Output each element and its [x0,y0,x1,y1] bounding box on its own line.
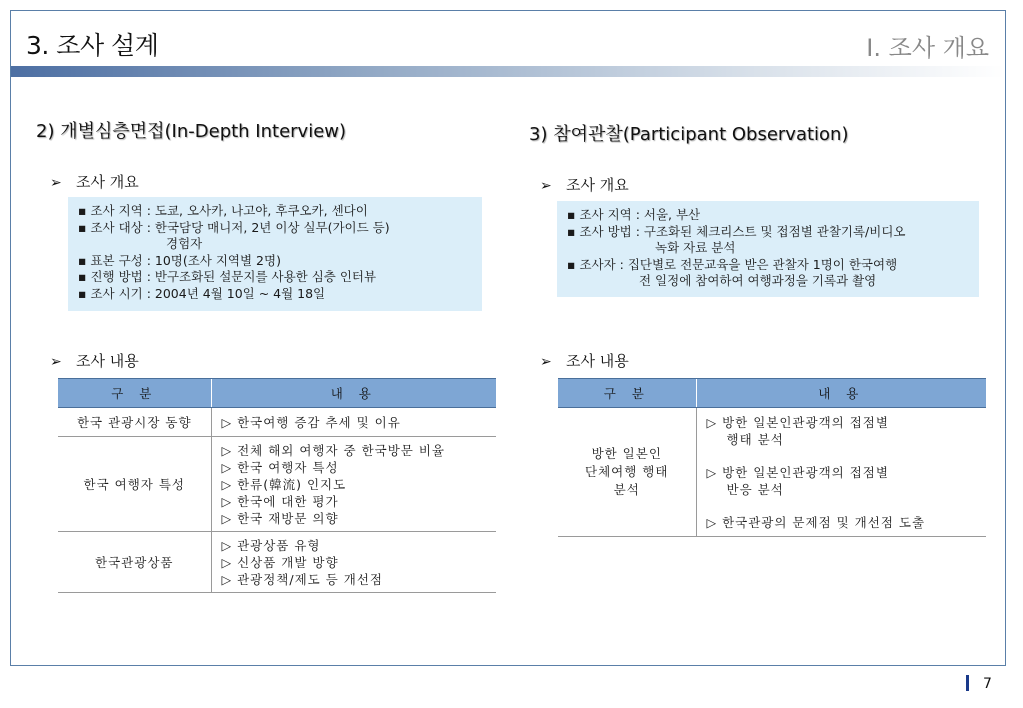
table-cell-item: ▷ 한국여행 증감 추세 및 이유 [221,414,401,430]
left-content-table [58,378,496,593]
table-cell-item: ▷ 방한 일본인관광객의 접점별 [706,414,889,430]
header-gradient-bar [11,66,1005,77]
arrow-bullet-icon: ➢ [50,175,62,191]
left-content-label: 조사 내용 [76,352,139,370]
right-overview-item-cont: 전 일정에 참여하여 여행과정을 기록과 촬영 [639,273,877,288]
right-overview-box [557,201,979,297]
table-cell-item: ▷ 전체 해외 여행자 중 한국방문 비율 [221,442,446,458]
table-cell-item-cont: 반응 분석 [726,481,784,497]
left-overview-item: ▪ 표본 구성 : 10명(조사 지역별 2명) [78,252,281,268]
category-line: 분석 [613,482,640,497]
right-content-subheading [540,350,629,371]
right-overview-item: ▪ 조사자 : 집단별로 전문교육을 받은 관찰자 1명이 한국여행 [567,256,898,272]
right-overview-item: ▪ 조사 방법 : 구조화된 체크리스트 및 접점별 관찰기록/비디오 [567,223,906,239]
chapter-label: Ⅰ. 조사 개요 [866,34,989,62]
right-overview-item: ▪ 조사 지역 : 서울, 부산 [567,207,701,222]
table-cell-category: 한국관광상품 [58,532,211,593]
table-cell-content [211,532,496,593]
left-overview-item: ▪ 조사 지역 : 도쿄, 오사카, 나고야, 후쿠오카, 센다이 [78,203,368,218]
right-section-heading: 3) 참여관찰(Participant Observation) [529,124,849,145]
table-cell-item: ▷ 한류(韓流) 인지도 [221,476,347,492]
table-cell-item: ▷ 한국 여행자 특성 [221,459,339,475]
table-cell-category: 한국 관광시장 동향 [58,408,211,437]
table-row [58,408,496,437]
table-row [58,437,496,532]
table-cell-item: ▷ 관광상품 유형 [221,537,321,553]
arrow-bullet-icon: ➢ [540,354,552,370]
right-content-table [558,378,986,537]
category-line: 방한 일본인 [591,446,662,461]
slide-title: 3. 조사 설계 [26,31,159,60]
right-content-label: 조사 내용 [566,352,629,370]
table-header-content: 내 용 [696,379,986,408]
page-number: 7 [983,676,992,692]
left-overview-item: ▪ 진행 방법 : 반구조화된 설문지를 사용한 심층 인터뷰 [78,269,377,284]
table-cell-content [211,408,496,437]
arrow-bullet-icon: ➢ [540,178,552,194]
page-marker [966,675,969,691]
table-cell-item: ▷ 신상품 개발 방향 [221,554,339,570]
table-header-content: 내 용 [211,379,496,408]
table-header-category: 구 분 [558,379,696,408]
table-row [58,532,496,593]
table-cell-item: ▷ 한국관광의 문제점 및 개선점 도출 [706,514,926,530]
right-overview-label: 조사 개요 [566,176,629,194]
left-overview-item-cont: 경험자 [166,236,203,251]
arrow-bullet-icon: ➢ [50,354,62,370]
left-overview-subheading [50,171,139,192]
table-cell-category [558,408,696,537]
table-header-category: 구 분 [58,379,211,408]
table-cell-content [211,437,496,532]
right-overview-subheading [540,174,629,195]
left-overview-item: ▪ 조사 대상 : 한국담당 매니저, 2년 이상 실무(가이드 등) [78,219,390,235]
table-header-row [58,379,496,408]
table-cell-item: ▷ 관광정책/제도 등 개선점 [221,571,383,587]
table-cell-item: ▷ 방한 일본인관광객의 접점별 [706,464,889,480]
left-overview-label: 조사 개요 [76,173,139,191]
left-content-subheading [50,350,139,371]
table-header-row [558,379,986,408]
left-section-heading: 2) 개별심층면접(In-Depth Interview) [36,121,347,142]
table-cell-item-cont: 행태 분석 [726,431,784,447]
right-overview-item-cont: 녹화 자료 분석 [655,240,736,255]
table-cell-content [696,408,986,537]
left-overview-item: ▪ 조사 시기 : 2004년 4월 10일 ~ 4월 18일 [78,285,326,301]
table-cell-category: 한국 여행자 특성 [58,437,211,532]
table-row [558,408,986,537]
table-cell-item: ▷ 한국 재방문 의향 [221,510,339,526]
category-line: 단체여행 행태 [585,464,669,479]
table-cell-item: ▷ 한국에 대한 평가 [221,493,339,509]
left-overview-box [68,197,482,311]
